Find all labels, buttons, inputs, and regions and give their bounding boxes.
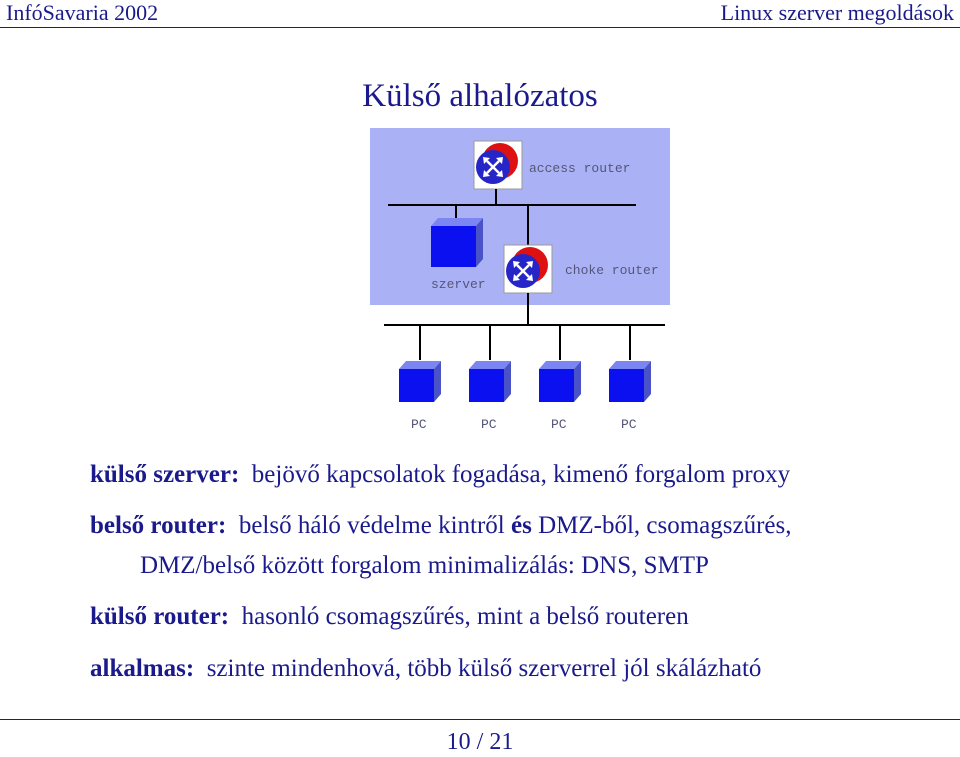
pc-icon [539, 361, 581, 402]
bullet-term: külső router: [90, 603, 230, 630]
choke-router-icon [504, 245, 552, 293]
choke-router-label: choke router [565, 263, 659, 278]
pc-label: PC [411, 417, 427, 432]
bullet-kulso-router [90, 603, 689, 631]
header-left: InfóSavaria 2002 [6, 0, 159, 25]
bullet-alkalmas [90, 655, 761, 683]
bullet-term: külső szerver: [90, 461, 240, 488]
bullet-kulso-szerver [90, 461, 790, 489]
footer-rule [0, 719, 960, 720]
bullet-text: hasonló csomagszűrés, mint a belső routeren [241, 603, 689, 630]
access-router-label: access router [529, 161, 631, 176]
pc-label: PC [551, 417, 567, 432]
page-number: 10 / 21 [446, 729, 514, 755]
bullet-text: bejövő kapcsolatok fogadása, kimenő forgalom proxy [251, 461, 791, 488]
bullet-text: szinte mindenhová, több külső szerverrel jól skálázható [206, 655, 762, 682]
bullet-emph: és [510, 512, 532, 539]
bullet-term: belső router: [90, 512, 227, 539]
access-router-icon [474, 141, 522, 189]
bullet-term: alkalmas: [90, 655, 195, 682]
bullet-belso-router [90, 512, 791, 540]
bullet-belso-router-line2: DMZ/belső között forgalom minimalizálás: DNS, SMTP [140, 552, 709, 579]
pc-label: PC [481, 417, 497, 432]
pc-icon [399, 361, 441, 402]
header-right: Linux szerver megoldások [720, 0, 954, 25]
server-icon [431, 218, 483, 267]
server-label: szerver [431, 277, 486, 292]
bullet-text: belső háló védelme kintről [238, 512, 511, 539]
bullet-text: DMZ-ből, csomagszűrés, [531, 512, 792, 539]
slide-title: Külső alhalózatos [362, 78, 598, 114]
pc-icon [469, 361, 511, 402]
pc-icon [609, 361, 651, 402]
pc-label: PC [621, 417, 637, 432]
